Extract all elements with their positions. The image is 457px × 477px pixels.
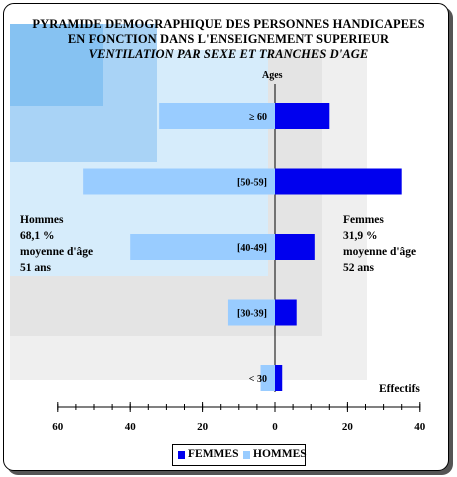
category-label: [50-59]	[237, 177, 267, 189]
x-tick-label: 60	[52, 421, 64, 433]
men-annotation-line-4: 51 ans	[20, 262, 51, 274]
men-annotation-line-1: Hommes	[20, 214, 64, 226]
x-tick-label: 40	[124, 421, 136, 433]
category-label: < 30	[248, 374, 267, 385]
women-annotation-line-4: 52 ans	[343, 262, 374, 274]
x-tick-label: 20	[197, 421, 209, 433]
bar-femmes	[275, 103, 329, 129]
women-annotation-line-3: moyenne d'âge	[343, 246, 417, 258]
x-tick-label: 20	[341, 421, 353, 433]
category-label: [40-49]	[237, 243, 267, 254]
legend-swatch-femmes	[178, 451, 185, 459]
women-annotation-line-1: Femmes	[343, 214, 384, 226]
x-tick-label: 0	[272, 421, 278, 433]
category-label: [30-39]	[237, 308, 267, 320]
legend	[172, 444, 306, 466]
bar-femmes	[275, 300, 297, 326]
chart-subtitle: VENTILATION PAR SEXE ET TRANCHES D'AGE	[88, 47, 369, 61]
chart-title-line-2: EN FONCTION DANS L'ENSEIGNEMENT SUPERIEUR	[67, 32, 390, 46]
category-label: ≥ 60	[249, 112, 267, 123]
x-axis-label: Effectifs	[379, 383, 420, 395]
legend-swatch-hommes	[243, 451, 250, 459]
y-axis-label: Ages	[262, 70, 283, 81]
legend-label-femmes: FEMMES	[188, 448, 239, 460]
chart-title-line-1: PYRAMIDE DEMOGRAPHIQUE DES PERSONNES HANDICAPEES	[32, 17, 425, 31]
men-annotation-line-2: 68,1 %	[20, 230, 55, 242]
bar-femmes	[275, 234, 315, 260]
bar-femmes	[275, 169, 402, 195]
men-annotation-line-3: moyenne d'âge	[20, 246, 94, 258]
legend-label-hommes: HOMMES	[253, 448, 307, 460]
bar-femmes	[275, 365, 282, 391]
women-annotation-line-2: 31,9 %	[343, 230, 378, 242]
x-tick-label: 40	[414, 421, 426, 433]
